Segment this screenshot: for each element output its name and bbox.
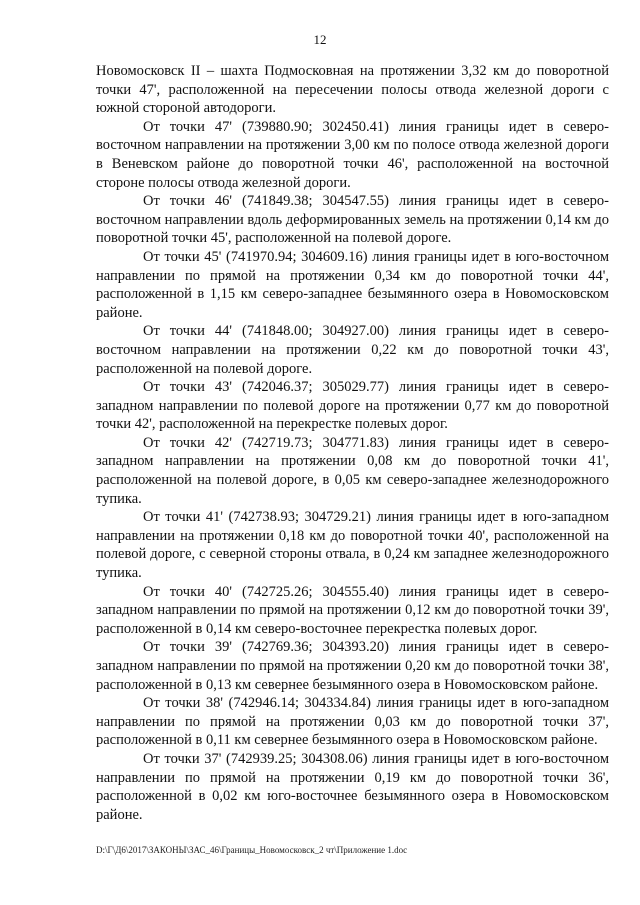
page-number: 12 — [313, 32, 327, 47]
paragraph-point-41: От точки 41' (742738.93; 304729.21) линия границы идет в юго-западном направлении на протяжении 0,18 км до поворотной точки 40', расположенной на полевой дороге, с северной стороны отвала, в 0,24 км западнее железнодорожного тупика. — [96, 509, 609, 582]
paragraph-point-46: От точки 46' (741849.38; 304547.55) линия границы идет в северо-восточном направлении вдоль деформированных земель на протяжении 0,14 км до поворотной точки 45', расположенной на полевой дороге. — [96, 193, 609, 247]
document-body — [96, 62, 609, 824]
paragraph-point-47: От точки 47' (739880.90; 302450.41) линия границы идет в северо-восточном направлении на протяжении 3,00 км по полосе отвода железной дороги в Веневском районе до поворотной точки 46', расположенной на восточной стороне полосы отвода железной дороги. — [96, 118, 609, 191]
paragraph-point-43: От точки 43' (742046.37; 305029.77) линия границы идет в северо-западном направлении по полевой дороге на протяжении 0,77 км до поворотной точки 42', расположенной на перекрестке полевых дорог. — [96, 379, 609, 433]
paragraph-point-45: От точки 45' (741970.94; 304609.16) линия границы идет в юго-восточном направлении по прямой на протяжении 0,34 км до поворотной точки 44', расположенной в 1,15 км северо-западнее безымянного озера в Новомосковском районе. — [96, 248, 609, 321]
paragraph-point-39: От точки 39' (742769.36; 304393.20) линия границы идет в северо-западном направлении по прямой на протяжении 0,20 км до поворотной точки 38', расположенной в 0,13 км севернее безымянного озера в Новомосковском районе. — [96, 639, 609, 693]
paragraph-point-37: От точки 37' (742939.25; 304308.06) линия границы идет в юго-восточном направлении по прямой на протяжении 0,19 км до поворотной точки 36', расположенной в 0,02 км юго-восточнее безымянного озера в Новомосковском районе. — [96, 750, 609, 823]
paragraph-point-44: От точки 44' (741848.00; 304927.00) линия границы идет в северо-восточном направлении на протяжении 0,22 км до поворотной точки 43', расположенной на полевой дороге. — [96, 323, 609, 377]
footer-file-path: D:\Г\Д6\2017\ЗАКОНЫ\ЗАС_46\Границы_Новомосковск_2 чт\Приложение 1.doc — [96, 845, 408, 855]
paragraph-point-42: От точки 42' (742719.73; 304771.83) линия границы идет в северо-западном направлении на протяжении 0,08 км до поворотной точки 41', расположенной на полевой дороге, в 0,05 км северо-западнее железнодорожного тупика. — [96, 434, 609, 507]
paragraph-point-40: От точки 40' (742725.26; 304555.40) линия границы идет в северо-западном направлении по прямой на протяжении 0,12 км до поворотной точки 39', расположенной в 0,14 км северо-восточнее перекрестка полевых дорог. — [96, 583, 609, 637]
paragraph-point-38: От точки 38' (742946.14; 304334.84) линия границы идет в юго-западном направлении по прямой на протяжении 0,03 км до поворотной точки 37', расположенной в 0,11 км севернее безымянного озера в Новомосковском районе. — [96, 695, 609, 749]
paragraph-continuation: Новомосковск II – шахта Подмосковная на протяжении 3,32 км до поворотной точки 47', расположенной на пересечении полосы отвода железной дороги с южной стороной автодороги. — [96, 63, 609, 117]
